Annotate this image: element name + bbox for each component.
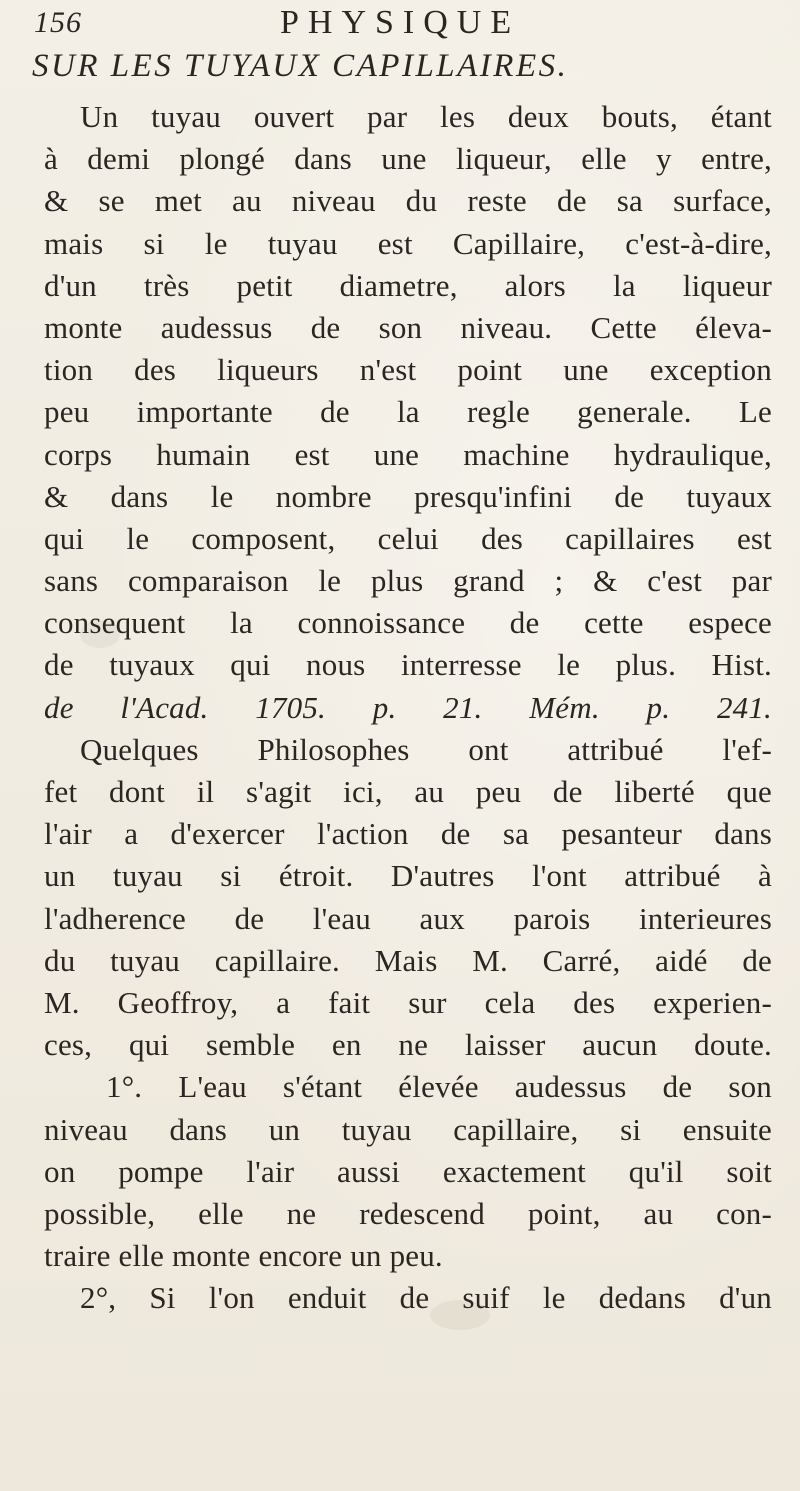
text-line: Un tuyau ouvert par les deux bouts, étant [80,99,772,134]
page-number: 156 [34,6,82,39]
text-line: tion des liqueurs n'est point une exception [44,352,772,388]
text-line: consequent la connoissance de cette espece [44,605,772,641]
text-line: 1°. L'eau s'étant élevée audessus de son [106,1069,772,1105]
text-line: Quelques Philosophes ont attribué l'ef- [80,731,772,767]
text-line: fet dont il s'agit ici, au peu de liberté que [44,774,772,809]
text-line: traire elle monte encore un peu. [44,1238,443,1274]
text-line: mais si le tuyau est Capillaire, c'est-à-dire, [44,225,772,261]
text-line: peu importante de la regle generale. Le [44,394,772,430]
text-line: possible, elle ne redescend point, au con- [44,1195,772,1231]
text-line: d'un très petit diametre, alors la liqueur [44,267,772,303]
text-line: 2°, Si l'on enduit de suif le dedans d'un [80,1280,772,1316]
running-title: PHYSIQUE [280,4,521,41]
text-line: de tuyaux qui nous interresse le plus. Hist. [44,647,772,683]
text-line: ces, qui semble en ne laisser aucun doute. [44,1027,772,1063]
body-text [44,96,772,1319]
text-line: M. Geoffroy, a fait sur cela des experien- [44,984,772,1020]
citation-line: de l'Acad. 1705. p. 21. Mém. p. 241. [44,689,772,725]
text-line: & se met au niveau du reste de sa surface, [44,183,772,219]
running-head [34,4,774,50]
section-title: SUR LES TUYAUX CAPILLAIRES. [32,48,569,84]
text-line: l'air a d'exercer l'action de sa pesanteur dans [44,816,772,852]
text-line: & dans le nombre presqu'infini de tuyaux [44,478,772,514]
text-line: sans comparaison le plus grand ; & c'est par [44,563,772,599]
text-line: l'adherence de l'eau aux parois interieures [44,900,772,936]
text-line: à demi plongé dans une liqueur, elle y entre, [44,141,772,177]
text-line: du tuyau capillaire. Mais M. Carré, aidé de [44,942,772,978]
text-line: monte audessus de son niveau. Cette éleva- [44,309,772,345]
text-line: un tuyau si étroit. D'autres l'ont attribué à [44,858,772,894]
text-line: on pompe l'air aussi exactement qu'il soit [44,1153,772,1189]
text-line: corps humain est une machine hydraulique, [44,436,772,472]
text-line: niveau dans un tuyau capillaire, si ensuite [44,1111,772,1147]
text-line: qui le composent, celui des capillaires est [44,520,772,556]
